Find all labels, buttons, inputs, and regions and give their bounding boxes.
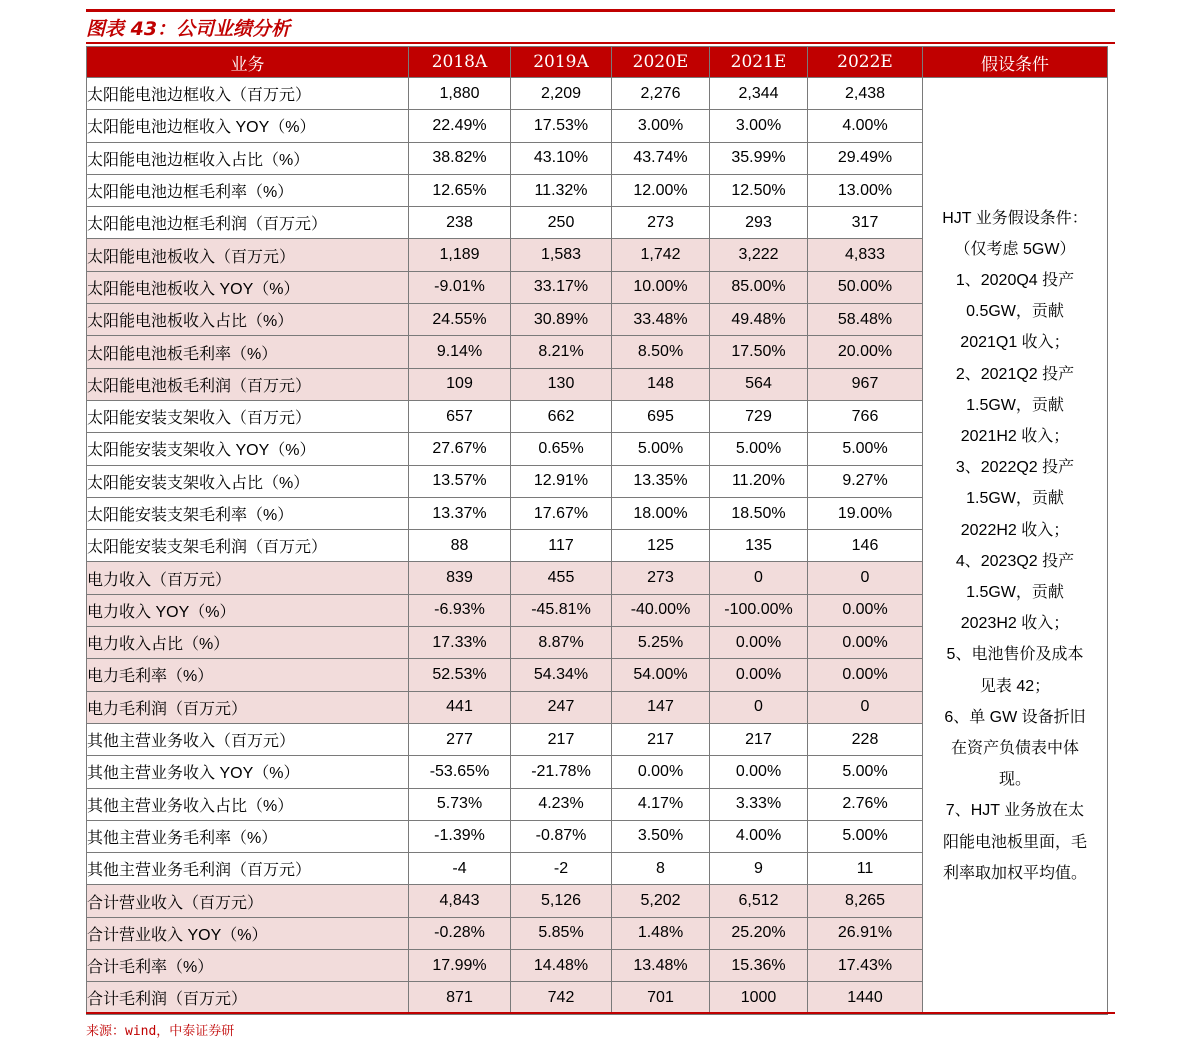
- value-cell: 766: [808, 400, 923, 432]
- value-cell: 125: [612, 530, 710, 562]
- row-label: 太阳能电池边框收入 YOY（%）: [87, 110, 409, 142]
- value-cell: 564: [710, 368, 808, 400]
- value-cell: 1,189: [409, 239, 511, 271]
- value-cell: 26.91%: [808, 917, 923, 949]
- value-cell: 19.00%: [808, 497, 923, 529]
- assumption-line: 5、电池售价及成本: [946, 646, 1084, 664]
- header-year: 2021E: [710, 47, 808, 78]
- value-cell: 12.50%: [710, 174, 808, 206]
- value-cell: 13.57%: [409, 465, 511, 497]
- table-row: [87, 78, 1108, 110]
- value-cell: 117: [511, 530, 612, 562]
- assumption-line: 见表 42；: [979, 677, 1051, 695]
- assumption-line: HJT 业务假设条件：: [942, 209, 1088, 227]
- row-label: 太阳能电池边框收入占比（%）: [87, 142, 409, 174]
- value-cell: -21.78%: [511, 756, 612, 788]
- value-cell: 0.00%: [808, 627, 923, 659]
- value-cell: 58.48%: [808, 304, 923, 336]
- value-cell: 27.67%: [409, 433, 511, 465]
- value-cell: 742: [511, 982, 612, 1014]
- value-cell: 18.00%: [612, 497, 710, 529]
- value-cell: 455: [511, 562, 612, 594]
- value-cell: 273: [612, 207, 710, 239]
- table-bottom-rule: [86, 1012, 1115, 1014]
- value-cell: 217: [612, 723, 710, 755]
- value-cell: 17.43%: [808, 950, 923, 982]
- value-cell: 15.36%: [710, 950, 808, 982]
- source-note: 来源：wind，中泰证券研: [86, 1024, 235, 1039]
- value-cell: 0: [808, 562, 923, 594]
- row-label: 太阳能电池边框收入（百万元）: [87, 78, 409, 110]
- value-cell: 3.00%: [612, 110, 710, 142]
- value-cell: 657: [409, 400, 511, 432]
- value-cell: 13.35%: [612, 465, 710, 497]
- value-cell: -1.39%: [409, 820, 511, 852]
- value-cell: 11: [808, 853, 923, 885]
- value-cell: 5,202: [612, 885, 710, 917]
- row-label: 其他主营业务收入（百万元）: [87, 723, 409, 755]
- value-cell: 29.49%: [808, 142, 923, 174]
- value-cell: 109: [409, 368, 511, 400]
- value-cell: 130: [511, 368, 612, 400]
- value-cell: 5,126: [511, 885, 612, 917]
- value-cell: 8.50%: [612, 336, 710, 368]
- row-label: 太阳能电池边框毛利润（百万元）: [87, 207, 409, 239]
- value-cell: 5.85%: [511, 917, 612, 949]
- value-cell: 146: [808, 530, 923, 562]
- value-cell: 228: [808, 723, 923, 755]
- row-label: 合计营业收入（百万元）: [87, 885, 409, 917]
- value-cell: 0.65%: [511, 433, 612, 465]
- value-cell: 0.00%: [808, 594, 923, 626]
- value-cell: 148: [612, 368, 710, 400]
- table-header-row: [87, 47, 1108, 78]
- header-year: 2020E: [612, 47, 710, 78]
- value-cell: 8,265: [808, 885, 923, 917]
- row-label: 太阳能安装支架收入（百万元）: [87, 400, 409, 432]
- value-cell: 38.82%: [409, 142, 511, 174]
- value-cell: 12.91%: [511, 465, 612, 497]
- figure-title: 图表 43：公司业绩分析: [86, 18, 291, 40]
- value-cell: 250: [511, 207, 612, 239]
- value-cell: 147: [612, 691, 710, 723]
- value-cell: 25.20%: [710, 917, 808, 949]
- value-cell: 217: [511, 723, 612, 755]
- value-cell: 5.73%: [409, 788, 511, 820]
- row-label: 电力收入（百万元）: [87, 562, 409, 594]
- value-cell: 12.00%: [612, 174, 710, 206]
- assumption-line: 1.5GW，贡献: [966, 396, 1064, 414]
- value-cell: 5.00%: [612, 433, 710, 465]
- value-cell: 5.00%: [710, 433, 808, 465]
- assumption-line: 3、2022Q2 投产: [955, 459, 1075, 477]
- row-label: 太阳能电池板毛利率（%）: [87, 336, 409, 368]
- value-cell: 1,880: [409, 78, 511, 110]
- value-cell: 17.33%: [409, 627, 511, 659]
- header-year: 2022E: [808, 47, 923, 78]
- value-cell: -40.00%: [612, 594, 710, 626]
- value-cell: 43.10%: [511, 142, 612, 174]
- assumption-line: 阳能电池板里面，毛: [942, 833, 1087, 851]
- value-cell: -9.01%: [409, 271, 511, 303]
- row-label: 太阳能安装支架收入 YOY（%）: [87, 433, 409, 465]
- value-cell: 1,583: [511, 239, 612, 271]
- assumption-line: 6、单 GW 设备折旧: [944, 708, 1086, 726]
- value-cell: 2,344: [710, 78, 808, 110]
- value-cell: 2.76%: [808, 788, 923, 820]
- value-cell: 293: [710, 207, 808, 239]
- row-label: 合计毛利率（%）: [87, 950, 409, 982]
- value-cell: 17.53%: [511, 110, 612, 142]
- value-cell: 0: [710, 562, 808, 594]
- value-cell: 0.00%: [808, 659, 923, 691]
- value-cell: 1,742: [612, 239, 710, 271]
- value-cell: 18.50%: [710, 497, 808, 529]
- row-label: 太阳能安装支架收入占比（%）: [87, 465, 409, 497]
- value-cell: 662: [511, 400, 612, 432]
- value-cell: 17.99%: [409, 950, 511, 982]
- value-cell: 11.20%: [710, 465, 808, 497]
- assumption-line: 1.5GW，贡献: [966, 584, 1064, 601]
- title-top-rule: [86, 9, 1115, 12]
- row-label: 合计营业收入 YOY（%）: [87, 917, 409, 949]
- header-assumptions: 假设条件: [923, 47, 1108, 78]
- value-cell: 9.27%: [808, 465, 923, 497]
- value-cell: 4,843: [409, 885, 511, 917]
- row-label: 太阳能电池板毛利润（百万元）: [87, 368, 409, 400]
- value-cell: 5.25%: [612, 627, 710, 659]
- value-cell: 277: [409, 723, 511, 755]
- value-cell: 441: [409, 691, 511, 723]
- value-cell: 2,276: [612, 78, 710, 110]
- assumption-line: 4、2023Q2 投产: [955, 552, 1075, 570]
- value-cell: 13.48%: [612, 950, 710, 982]
- row-label: 其他主营业务毛利率（%）: [87, 820, 409, 852]
- value-cell: 43.74%: [612, 142, 710, 174]
- assumption-line: 2、2021Q2 投产: [955, 365, 1075, 383]
- row-label: 太阳能电池边框毛利率（%）: [87, 174, 409, 206]
- assumption-line: 2021H2 收入；: [960, 427, 1070, 445]
- row-label: 电力毛利润（百万元）: [87, 691, 409, 723]
- assumption-line: 0.5GW，贡献: [966, 303, 1064, 321]
- value-cell: 247: [511, 691, 612, 723]
- value-cell: -0.87%: [511, 820, 612, 852]
- value-cell: 4.23%: [511, 788, 612, 820]
- value-cell: -53.65%: [409, 756, 511, 788]
- financial-table: [86, 46, 1108, 1015]
- title-bottom-rule: [86, 42, 1115, 44]
- value-cell: 8: [612, 853, 710, 885]
- value-cell: 5.00%: [808, 820, 923, 852]
- value-cell: 3,222: [710, 239, 808, 271]
- assumption-line: 1.5GW，贡献: [966, 490, 1064, 508]
- row-label: 电力毛利率（%）: [87, 659, 409, 691]
- value-cell: -45.81%: [511, 594, 612, 626]
- value-cell: 13.00%: [808, 174, 923, 206]
- header-year: 2019A: [511, 47, 612, 78]
- row-label: 太阳能电池板收入占比（%）: [87, 304, 409, 336]
- value-cell: 17.50%: [710, 336, 808, 368]
- value-cell: 0.00%: [612, 756, 710, 788]
- value-cell: 839: [409, 562, 511, 594]
- value-cell: -0.28%: [409, 917, 511, 949]
- row-label: 电力收入占比（%）: [87, 627, 409, 659]
- value-cell: 12.65%: [409, 174, 511, 206]
- value-cell: 35.99%: [710, 142, 808, 174]
- value-cell: 1000: [710, 982, 808, 1014]
- value-cell: -6.93%: [409, 594, 511, 626]
- row-label: 太阳能安装支架毛利润（百万元）: [87, 530, 409, 562]
- value-cell: 0.00%: [710, 627, 808, 659]
- value-cell: 2,209: [511, 78, 612, 110]
- row-label: 合计毛利润（百万元）: [87, 982, 409, 1014]
- assumption-line: 1、2020Q4 投产: [955, 271, 1075, 289]
- value-cell: 9: [710, 853, 808, 885]
- value-cell: 1.48%: [612, 917, 710, 949]
- value-cell: 10.00%: [612, 271, 710, 303]
- header-business: 业务: [87, 47, 409, 78]
- assumptions-cell: [923, 78, 1108, 1015]
- value-cell: 14.48%: [511, 950, 612, 982]
- assumption-line: 现。: [998, 771, 1031, 789]
- value-cell: 6,512: [710, 885, 808, 917]
- value-cell: 0.00%: [710, 659, 808, 691]
- assumption-line: 2023H2 收入；: [960, 615, 1070, 633]
- value-cell: 5.00%: [808, 433, 923, 465]
- assumption-line: 2022H2 收入；: [960, 521, 1070, 539]
- value-cell: 24.55%: [409, 304, 511, 336]
- value-cell: 695: [612, 400, 710, 432]
- value-cell: 13.37%: [409, 497, 511, 529]
- value-cell: 4.00%: [710, 820, 808, 852]
- value-cell: 33.48%: [612, 304, 710, 336]
- value-cell: 729: [710, 400, 808, 432]
- value-cell: 701: [612, 982, 710, 1014]
- value-cell: 0.00%: [710, 756, 808, 788]
- row-label: 电力收入 YOY（%）: [87, 594, 409, 626]
- value-cell: 11.32%: [511, 174, 612, 206]
- value-cell: 4,833: [808, 239, 923, 271]
- assumption-line: 7、HJT 业务放在太: [945, 802, 1085, 820]
- value-cell: 217: [710, 723, 808, 755]
- value-cell: 49.48%: [710, 304, 808, 336]
- value-cell: -100.00%: [710, 594, 808, 626]
- value-cell: 54.34%: [511, 659, 612, 691]
- value-cell: -4: [409, 853, 511, 885]
- value-cell: 967: [808, 368, 923, 400]
- assumption-line: 2021Q1 收入；: [960, 334, 1070, 352]
- value-cell: 22.49%: [409, 110, 511, 142]
- value-cell: 3.33%: [710, 788, 808, 820]
- row-label: 其他主营业务收入占比（%）: [87, 788, 409, 820]
- value-cell: -2: [511, 853, 612, 885]
- value-cell: 2,438: [808, 78, 923, 110]
- assumption-line: 利率取加权平均值。: [942, 864, 1087, 882]
- value-cell: 871: [409, 982, 511, 1014]
- value-cell: 17.67%: [511, 497, 612, 529]
- value-cell: 88: [409, 530, 511, 562]
- value-cell: 52.53%: [409, 659, 511, 691]
- value-cell: 85.00%: [710, 271, 808, 303]
- header-year: 2018A: [409, 47, 511, 78]
- value-cell: 8.21%: [511, 336, 612, 368]
- value-cell: 4.00%: [808, 110, 923, 142]
- value-cell: 0: [710, 691, 808, 723]
- row-label: 其他主营业务收入 YOY（%）: [87, 756, 409, 788]
- value-cell: 54.00%: [612, 659, 710, 691]
- value-cell: 33.17%: [511, 271, 612, 303]
- value-cell: 273: [612, 562, 710, 594]
- value-cell: 0: [808, 691, 923, 723]
- assumption-line: （仅考虑 5GW）: [954, 240, 1076, 258]
- value-cell: 135: [710, 530, 808, 562]
- value-cell: 50.00%: [808, 271, 923, 303]
- row-label: 太阳能电池板收入 YOY（%）: [87, 271, 409, 303]
- assumption-line: 在资产负债表中体: [950, 740, 1079, 758]
- value-cell: 1440: [808, 982, 923, 1014]
- row-label: 其他主营业务毛利润（百万元）: [87, 853, 409, 885]
- row-label: 太阳能电池板收入（百万元）: [87, 239, 409, 271]
- row-label: 太阳能安装支架毛利率（%）: [87, 497, 409, 529]
- value-cell: 238: [409, 207, 511, 239]
- value-cell: 4.17%: [612, 788, 710, 820]
- value-cell: 317: [808, 207, 923, 239]
- value-cell: 3.00%: [710, 110, 808, 142]
- value-cell: 9.14%: [409, 336, 511, 368]
- value-cell: 5.00%: [808, 756, 923, 788]
- value-cell: 20.00%: [808, 336, 923, 368]
- value-cell: 8.87%: [511, 627, 612, 659]
- value-cell: 30.89%: [511, 304, 612, 336]
- value-cell: 3.50%: [612, 820, 710, 852]
